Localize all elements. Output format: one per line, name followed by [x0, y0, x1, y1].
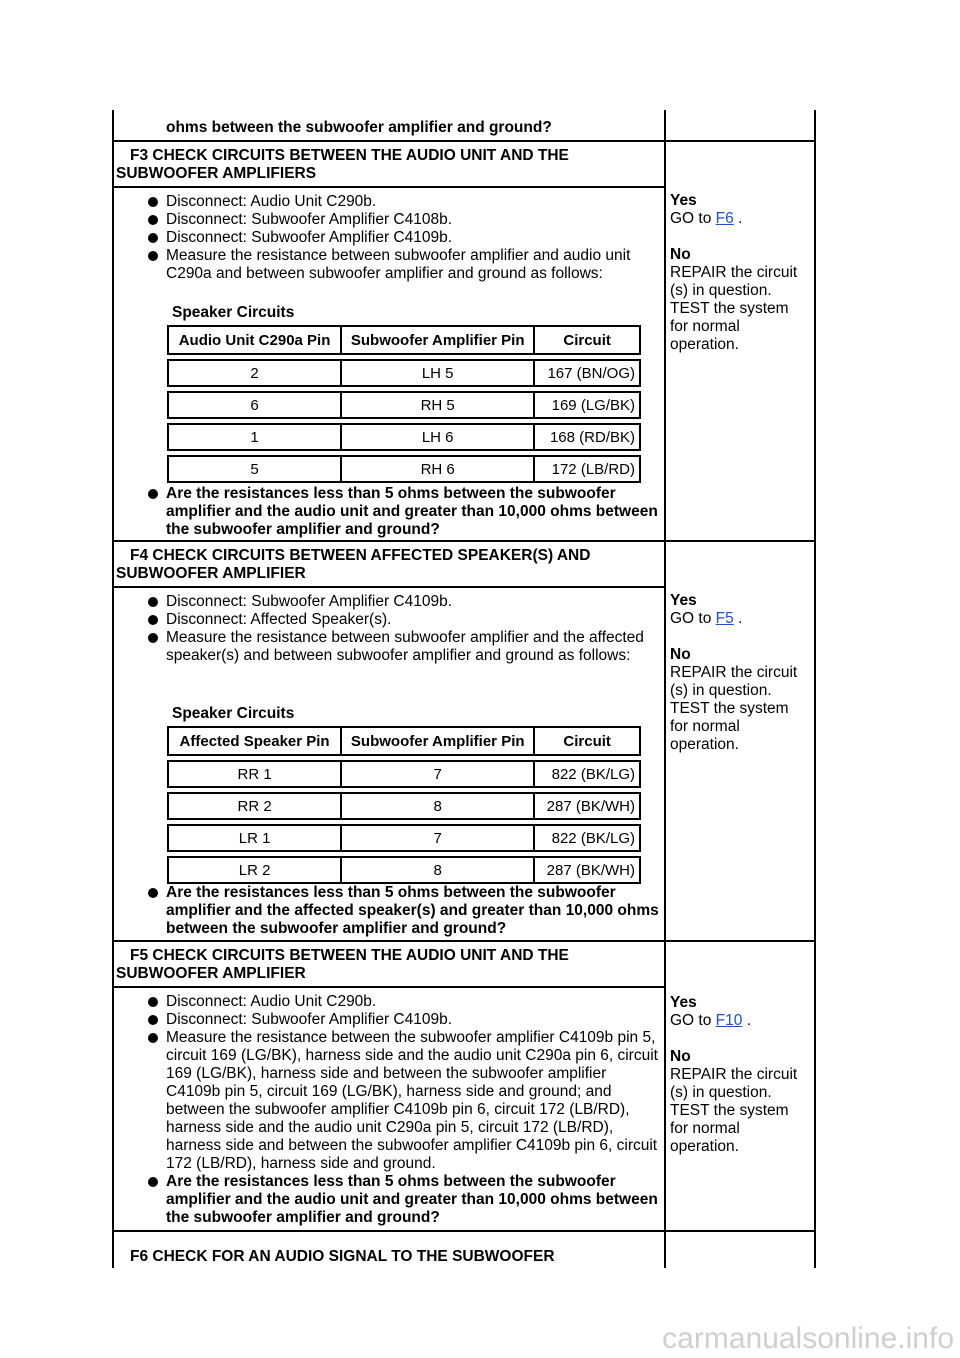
table-row: 6 RH 5 169 (LG/BK) [168, 392, 640, 418]
table-middle-border [664, 110, 666, 1268]
table-header-row [168, 727, 640, 755]
bullet-icon [148, 1177, 158, 1187]
f3-table-caption: Speaker Circuits [172, 304, 295, 321]
list-item: Disconnect: Audio Unit C290b. [110, 193, 660, 211]
f3-title [116, 147, 569, 183]
list-item: Measure the resistance between the subwoofer amplifier C4109b pin 5, circuit 169 (LG/BK), harness side and the audio unit C290a pin 6, circuit 169 (LG/BK), harness side and between the subwoofer amplifier C4109b pin 5, circuit 169 (LG/BK), harness side and ground; and between the subwoofer amplifier C4109b pin 6, circuit 172 (LB/RD), harness side and the audio unit C290a pin 5, circuit 172 (LB/RD), harness side and between the subwoofer amplifier C4109b pin 6, circuit 172 (LB/RD), harness side and ground. [110, 1029, 662, 1173]
list-item: Disconnect: Subwoofer Amplifier C4109b. [110, 1011, 662, 1029]
f4-question-list [110, 884, 660, 938]
f4-question: Are the resistances less than 5 ohms between the subwoofer amplifier and the affected speaker(s) and greater than 10,000 ohms between the subwoofer amplifier and ground? [166, 884, 659, 937]
bullet-icon [148, 215, 158, 225]
table-row: RR 1 7 822 (BK/LG) [168, 761, 640, 787]
table-row: RR 2 8 287 (BK/WH) [168, 793, 640, 819]
f4-table-caption: Speaker Circuits [172, 705, 295, 722]
bullet-icon [148, 197, 158, 207]
list-item: Disconnect: Subwoofer Amplifier C4109b. [110, 229, 660, 247]
row-divider [112, 186, 666, 188]
goto-f6-link[interactable]: F6 [715, 210, 734, 227]
no-label: No [670, 1048, 691, 1065]
bullet-icon [148, 233, 158, 243]
bullet-icon [148, 615, 158, 625]
row-divider [112, 1230, 816, 1232]
f4-steps [110, 593, 660, 665]
row-divider [112, 140, 816, 142]
no-label: No [670, 246, 691, 263]
column-header: Affected Speaker Pin [168, 727, 341, 755]
f4-title-line1: F4 CHECK CIRCUITS BETWEEN AFFECTED SPEAKER(S) AND [130, 547, 591, 564]
goto-f5-link[interactable]: F5 [715, 610, 734, 627]
list-item: Disconnect: Subwoofer Amplifier C4109b. [110, 593, 660, 611]
no-label: No [670, 646, 691, 663]
no-text: REPAIR the circuit (s) in question. TEST the system for normal operation. [670, 664, 798, 753]
yes-label: Yes [670, 994, 697, 1011]
list-item [110, 884, 660, 938]
list-item: Disconnect: Audio Unit C290b. [110, 993, 662, 1011]
table-header-row [168, 326, 640, 354]
list-item: Disconnect: Subwoofer Amplifier C4108b. [110, 211, 660, 229]
goto-f10-link[interactable]: F10 [715, 1012, 743, 1029]
f4-speaker-table [167, 726, 641, 884]
bullet-icon [148, 251, 158, 261]
f3-speaker-table [167, 325, 641, 483]
bullet-icon [148, 997, 158, 1007]
row-divider [112, 586, 666, 588]
table-row: 5 RH 6 172 (LB/RD) [168, 456, 640, 482]
yes-label: Yes [670, 192, 697, 209]
watermark: carmanualsonline.info [662, 1322, 954, 1355]
no-text: REPAIR the circuit (s) in question. TEST the system for normal operation. [670, 1066, 798, 1155]
column-header: Subwoofer Amplifier Pin [341, 326, 534, 354]
bullet-icon [148, 597, 158, 607]
table-right-border [814, 110, 816, 1268]
list-item: Measure the resistance between subwoofer amplifier and audio unit C290a and between subwoofer amplifier and ground as follows: [110, 247, 660, 283]
yes-label: Yes [670, 592, 697, 609]
bullet-icon [148, 489, 158, 499]
bullet-icon [148, 1033, 158, 1043]
bullet-icon [148, 1015, 158, 1025]
f5-title-line2: SUBWOOFER AMPLIFIER [116, 965, 306, 982]
bullet-icon [148, 888, 158, 898]
f3-title-line1: F3 CHECK CIRCUITS BETWEEN THE AUDIO UNIT AND THE [130, 147, 569, 164]
f4-title [116, 547, 590, 583]
list-item [110, 1173, 662, 1227]
f4-title-line2: SUBWOOFER AMPLIFIER [116, 565, 306, 582]
list-item: Measure the resistance between subwoofer amplifier and the affected speaker(s) and between subwoofer amplifier and ground as follows: [110, 629, 660, 665]
table-row: LR 1 7 822 (BK/LG) [168, 825, 640, 851]
f3-result: Yes GO to F6 . No REPAIR the circuit (s) in question. TEST the system for normal operation. [670, 192, 810, 354]
bullet-icon [148, 633, 158, 643]
row-divider [112, 540, 816, 542]
f6-title: F6 CHECK FOR AN AUDIO SIGNAL TO THE SUBWOOFER [130, 1248, 555, 1265]
f5-steps [110, 993, 662, 1227]
row-divider [112, 940, 816, 942]
f3-steps [110, 193, 660, 283]
f3-title-line2: SUBWOOFER AMPLIFIERS [116, 165, 317, 182]
column-header: Subwoofer Amplifier Pin [341, 727, 534, 755]
f5-result: Yes GO to F10 . No REPAIR the circuit (s) in question. TEST the system for normal operation. [670, 994, 810, 1156]
table-row: LR 2 8 287 (BK/WH) [168, 857, 640, 883]
f5-title [116, 947, 569, 983]
continued-question: ohms between the subwoofer amplifier and ground? [166, 119, 552, 136]
f3-question-list [110, 485, 660, 539]
f3-question: Are the resistances less than 5 ohms between the subwoofer amplifier and the audio unit and greater than 10,000 ohms between the subwoofer amplifier and ground? [166, 485, 658, 538]
f4-result: Yes GO to F5 . No REPAIR the circuit (s) in question. TEST the system for normal operation. [670, 592, 810, 754]
table-row: 1 LH 6 168 (RD/BK) [168, 424, 640, 450]
table-row: 2 LH 5 167 (BN/OG) [168, 360, 640, 386]
list-item: Disconnect: Affected Speaker(s). [110, 611, 660, 629]
no-text: REPAIR the circuit (s) in question. TEST the system for normal operation. [670, 264, 798, 353]
row-divider [112, 986, 666, 988]
column-header: Audio Unit C290a Pin [168, 326, 341, 354]
column-header: Circuit [534, 326, 640, 354]
column-header: Circuit [534, 727, 640, 755]
f5-question: Are the resistances less than 5 ohms between the subwoofer amplifier and the audio unit and greater than 10,000 ohms between the subwoofer amplifier and ground? [166, 1173, 658, 1226]
list-item [110, 485, 660, 539]
f5-title-line1: F5 CHECK CIRCUITS BETWEEN THE AUDIO UNIT AND THE [130, 947, 569, 964]
